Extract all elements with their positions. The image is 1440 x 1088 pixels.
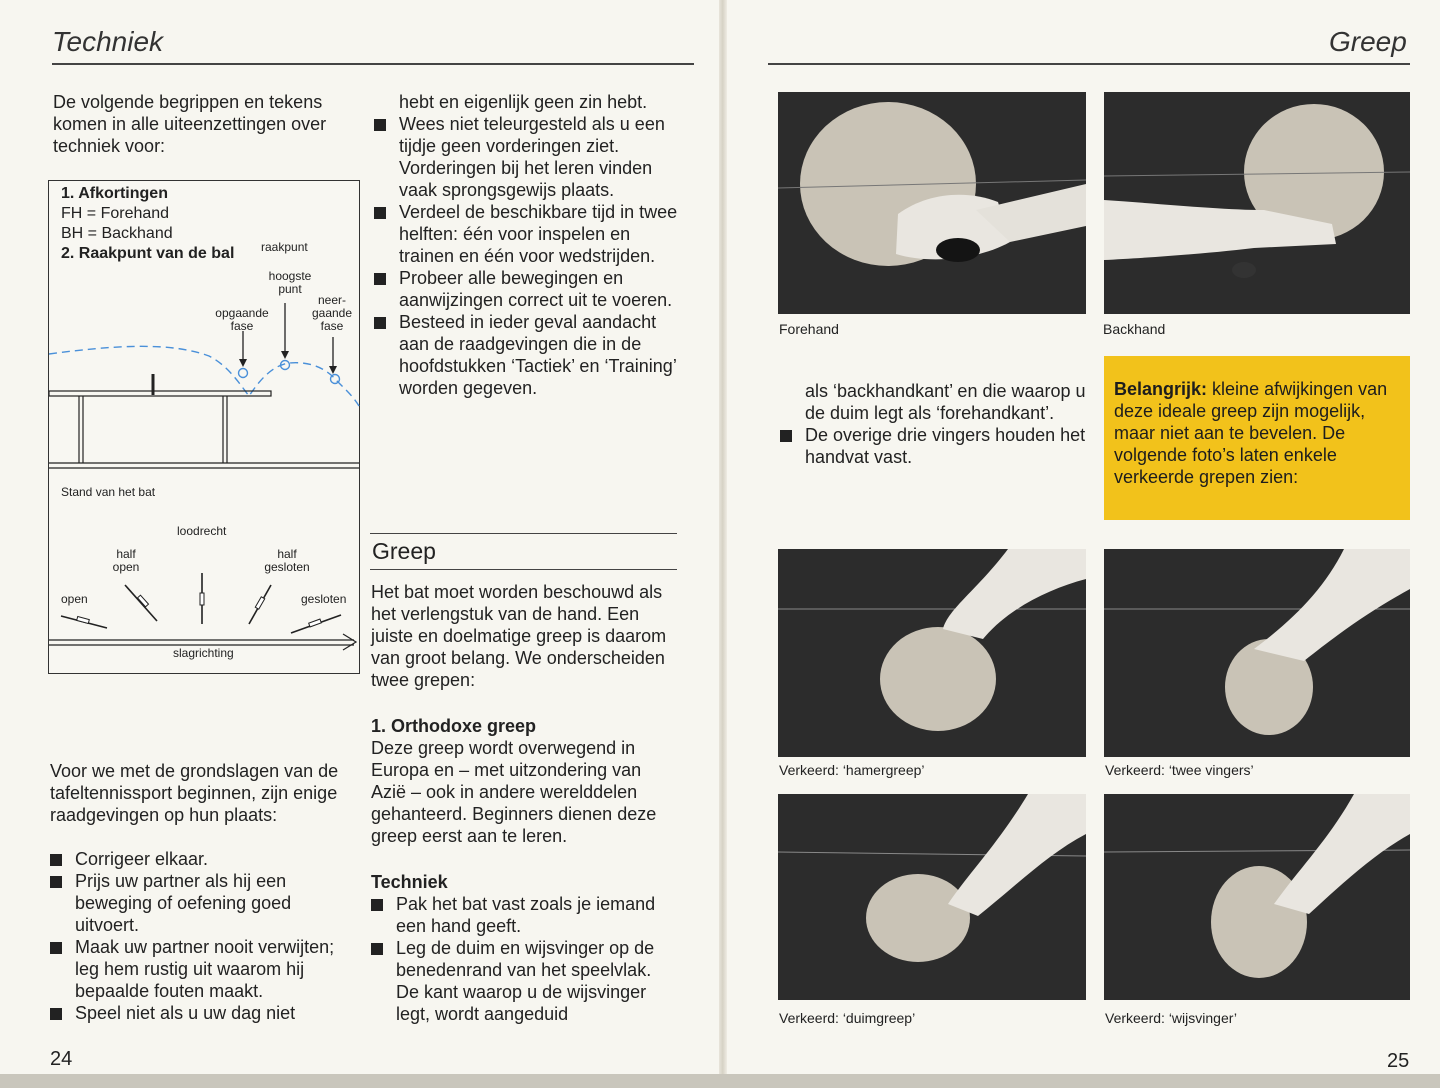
tip-bullet: Verdeel de beschikbare tijd in twee helften: één voor inspelen en trainen en één voor wedstrijden.	[374, 201, 679, 267]
advice-bullet: Speel niet als u uw dag niet	[50, 1002, 356, 1024]
greep-bottom-rule	[370, 569, 677, 570]
left-header-rule	[52, 63, 694, 65]
abbrev-bh: BH = Backhand	[61, 225, 173, 242]
greep-intro: Het bat moet worden beschouwd als het verlengstuk van de hand. Een juiste en doelmatige greep is daarom van groot belang. We onderscheiden twee grepen:	[371, 582, 667, 690]
label-half-open: half open	[112, 547, 140, 574]
tip-continuation: hebt en eigenlijk geen zin hebt.	[399, 92, 648, 112]
label-raakpunt: raakpunt	[261, 240, 308, 254]
advice-intro: Voor we met de grondslagen van de tafeltennissport beginnen, zijn enige raadgevingen op hun plaats:	[50, 761, 339, 825]
label-half-gesloten: half gesloten	[264, 547, 310, 574]
backhand-photo	[1104, 92, 1410, 314]
grip-continued-text	[780, 380, 1088, 468]
orthodox-text: Deze greep wordt overwegend in Europa en – met uitzondering van Azië – ook in andere werelddelen gehanteerd. Beginners dienen deze greep eerst aan te leren.	[371, 738, 657, 846]
grip-continuation: als ‘backhandkant’ en die waarop u de duim legt als ‘forehandkant’.	[805, 381, 1086, 423]
advice-bullet: Corrigeer elkaar.	[50, 848, 356, 870]
label-hoogste-punt: hoogste punt	[268, 269, 312, 296]
tip-bullet: Wees niet teleurgesteld als u een tijdje geen vorderingen ziet. Vorderingen bij het leren vinden vaak sprongsgewijs plaats.	[374, 113, 679, 201]
caption-hamergreep: Verkeerd: ‘hamergreep’	[779, 762, 925, 778]
tip-bullet: Probeer alle bewegingen en aanwijzingen correct uit te voeren.	[374, 267, 679, 311]
caption-twee-vingers: Verkeerd: ‘twee vingers’	[1105, 762, 1254, 778]
techniek-bullet: Pak het bat vast zoals je iemand een hand geeft.	[371, 893, 677, 937]
stand-heading: Stand van het bat	[61, 485, 156, 499]
contact-heading: 2. Raakpunt van de bal	[61, 245, 235, 262]
left-page-header: Techniek	[52, 26, 164, 57]
label-gesloten: gesloten	[301, 592, 347, 606]
column-two-tips	[374, 91, 679, 399]
caption-forehand: Forehand	[779, 321, 839, 337]
techniek-heading: Techniek	[371, 872, 448, 892]
twee-vingers-photo	[1104, 549, 1410, 757]
forehand-photo	[778, 92, 1086, 314]
grip-bullet: De overige drie vingers houden het handvat vast.	[780, 424, 1088, 468]
contact-point-diagram	[48, 180, 360, 674]
advice-bullet: Maak uw partner nooit verwijten; leg hem rustig uit waarom hij bepaalde fouten maakt.	[50, 936, 356, 1002]
caption-wijsvinger: Verkeerd: ‘wijsvinger’	[1105, 1010, 1238, 1026]
label-opgaande-fase: opgaande fase	[215, 306, 269, 333]
greep-section-title: Greep	[372, 538, 436, 564]
tip-bullet: Besteed in ieder geval aandacht aan de raadgevingen die in de hoofdstukken ‘Tactiek’ en ‘Training’ worden gegeven.	[374, 311, 679, 399]
right-page-number: 25	[1387, 1050, 1410, 1072]
hamergreep-photo	[778, 549, 1086, 757]
intro-text: De volgende begrippen en tekens komen in alle uiteenzettingen over techniek voor:	[53, 92, 327, 156]
label-slagrichting: slagrichting	[173, 646, 234, 660]
techniek-list	[371, 893, 677, 1025]
caption-backhand: Backhand	[1103, 321, 1166, 337]
caption-duimgreep: Verkeerd: ‘duimgreep’	[779, 1010, 916, 1026]
greep-top-rule	[370, 533, 677, 534]
book-spine	[719, 0, 727, 1088]
orthodox-heading: 1. Orthodoxe greep	[371, 716, 537, 736]
label-neergaande-fase: neer-gaande fase	[311, 293, 353, 333]
left-page-number: 24	[50, 1048, 73, 1070]
wijsvinger-photo	[1104, 794, 1410, 1000]
label-loodrecht: loodrecht	[177, 524, 227, 538]
abbrev-heading: 1. Afkortingen	[61, 185, 168, 202]
note-label: Belangrijk:	[1114, 379, 1208, 399]
abbrev-fh: FH = Forehand	[61, 205, 170, 222]
label-open: open	[61, 592, 88, 606]
advice-list	[50, 848, 356, 1024]
important-note-box	[1104, 356, 1410, 520]
bottom-edge	[0, 1074, 1440, 1088]
right-header-rule	[768, 63, 1410, 65]
duimgreep-photo	[778, 794, 1086, 1000]
techniek-bullet: Leg de duim en wijsvinger op de benedenrand van het speelvlak. De kant waarop u de wijsvinger legt, wordt aangeduid	[371, 937, 677, 1025]
advice-bullet: Prijs uw partner als hij een beweging of oefening goed uitvoert.	[50, 870, 356, 936]
right-page-header: Greep	[1329, 26, 1407, 57]
note-text: kleine afwijkingen van deze ideale greep zijn mogelijk, maar niet aan te bevelen. De volgende foto’s laten enkele verkeerde grepen zien:	[1114, 379, 1388, 487]
